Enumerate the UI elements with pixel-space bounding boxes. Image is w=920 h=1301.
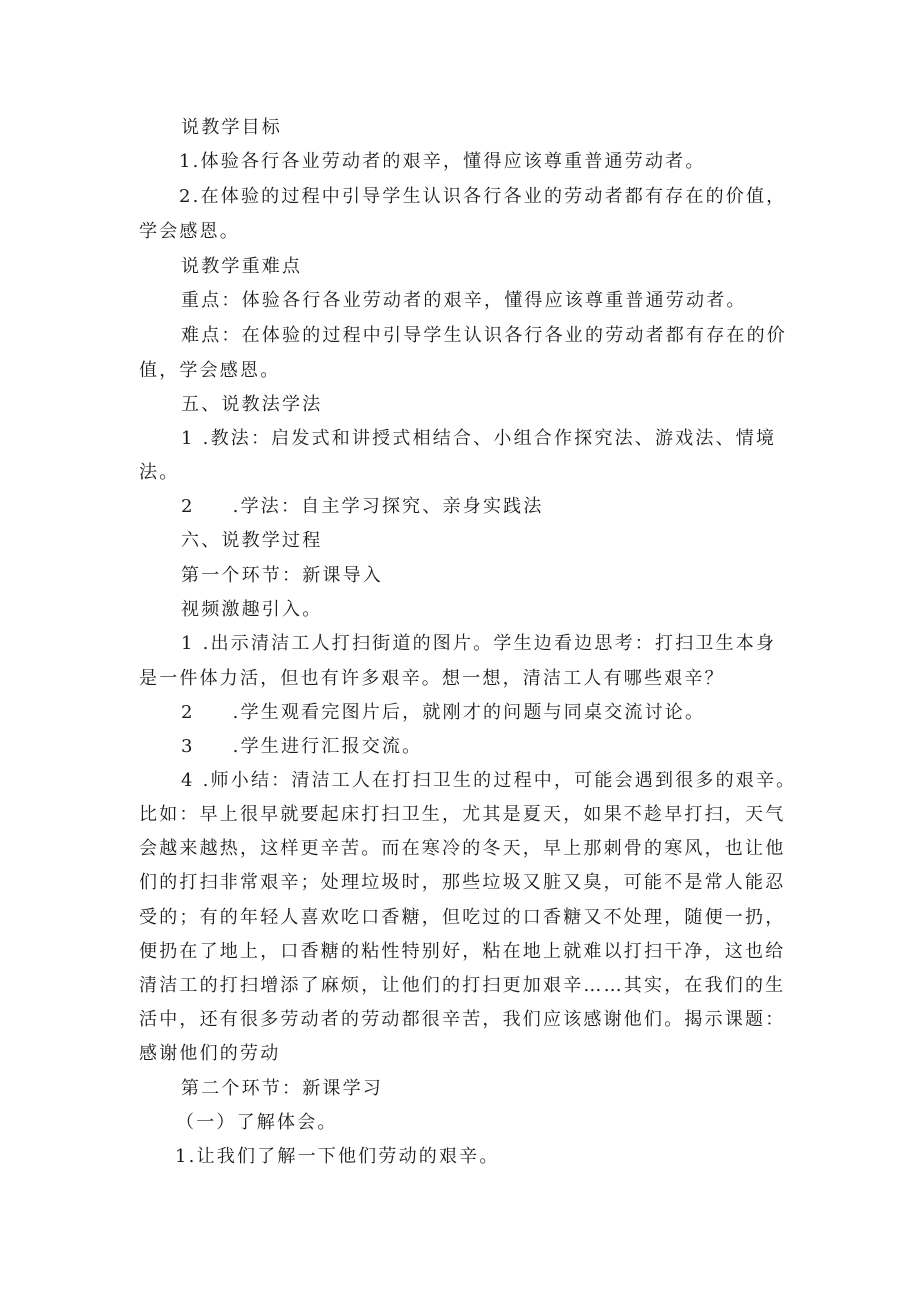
step-1-intro: 视频激趣引入。	[181, 599, 323, 620]
step-1-item-2-number: 2	[181, 702, 195, 723]
step-2-item-1: 1.让我们了解一下他们劳动的艰辛。	[175, 1146, 500, 1167]
method-item-2-text: .学法：自主学习探究、亲身实践法	[232, 496, 544, 517]
step-1-item-2	[181, 701, 705, 725]
step-1-item-4-line-8: 活中，还有很多劳动者的劳动都很辛苦，我们应该感谢他们。揭示课题：	[139, 1009, 786, 1030]
step-1-item-4-text: .师小结：清洁工人在打扫卫生的过程中，可能会遇到很多的艰辛。	[202, 770, 797, 791]
step-1-item-4-line-7: 清洁工的打扫增添了麻烦，让他们的打扫更加艰辛……其实，在我们的生	[139, 975, 786, 996]
step-1-item-4-line-5: 受的；有的年轻人喜欢吃口香糖，但吃过的口香糖又不处理，随便一扔，	[139, 907, 786, 928]
step-1-item-3-text: .学生进行汇报交流。	[232, 736, 423, 757]
goal-item-2-line-1: 2.在体验的过程中引导学生认识各行各业的劳动者都有存在的价值，	[179, 186, 787, 207]
step-1-item-4-line-4: 们的打扫非常艰辛；处理垃圾时，那些垃圾又脏又臭，可能不是常人能忍	[139, 872, 786, 893]
section-heading-methods: 五、说教法学法	[181, 394, 323, 415]
method-item-2-number: 2	[181, 496, 195, 517]
step-2-subheading: （一）了解体会。	[176, 1112, 338, 1133]
step-1-item-3	[181, 735, 422, 759]
method-item-1-number: 1	[181, 428, 195, 449]
step-1-item-4-line-3: 会越来越热，这样更辛苦。而在寒冷的冬天，早上那刺骨的寒风，也让他	[139, 838, 786, 859]
method-item-1-line-1	[181, 427, 776, 451]
section-heading-goals: 说教学目标	[181, 117, 282, 138]
step-1-title: 第一个环节：新课导入	[181, 565, 383, 586]
section-heading-process: 六、说教学过程	[181, 530, 323, 551]
step-1-item-1-line-2: 是一件体力活，但也有许多艰辛。想一想，清洁工人有哪些艰辛？	[139, 668, 725, 689]
step-1-item-4-line-1	[181, 769, 796, 793]
difficulty-paragraph-line-2: 值，学会感恩。	[139, 360, 281, 381]
step-1-item-4-number: 4	[181, 770, 195, 791]
goal-item-1: 1.体验各行各业劳动者的艰辛，懂得应该尊重普通劳动者。	[179, 151, 706, 172]
step-1-item-4-line-6: 便扔在了地上，口香糖的粘性特别好，粘在地上就难以打扫干净，这也给	[139, 941, 786, 962]
step-1-item-4-line-2: 比如：早上很早就要起床打扫卫生，尤其是夏天，如果不趁早打扫，天气	[139, 804, 786, 825]
method-item-1-text: .教法：启发式和讲授式相结合、小组合作探究法、游戏法、情境	[202, 428, 777, 449]
keypoint-paragraph: 重点：体验各行各业劳动者的艰辛，懂得应该尊重普通劳动者。	[181, 290, 747, 311]
section-heading-keypoints: 说教学重难点	[181, 256, 303, 277]
step-1-item-3-number: 3	[181, 736, 195, 757]
step-1-item-1-line-1	[181, 632, 776, 656]
goal-item-2-line-2: 学会感恩。	[139, 221, 240, 242]
step-1-item-2-text: .学生观看完图片后，就刚才的问题与同桌交流讨论。	[232, 702, 706, 723]
method-item-1-line-2: 法。	[139, 462, 180, 483]
step-1-item-1-number: 1	[181, 633, 195, 654]
method-item-2	[181, 495, 544, 519]
step-1-item-1-text: .出示清洁工人打扫街道的图片。学生边看边思考：打扫卫生本身	[202, 633, 777, 654]
step-1-item-4-line-9: 感谢他们的劳动	[139, 1043, 281, 1064]
difficulty-paragraph-line-1: 难点：在体验的过程中引导学生认识各行各业的劳动者都有存在的价	[181, 325, 787, 346]
step-2-title: 第二个环节：新课学习	[181, 1078, 383, 1099]
